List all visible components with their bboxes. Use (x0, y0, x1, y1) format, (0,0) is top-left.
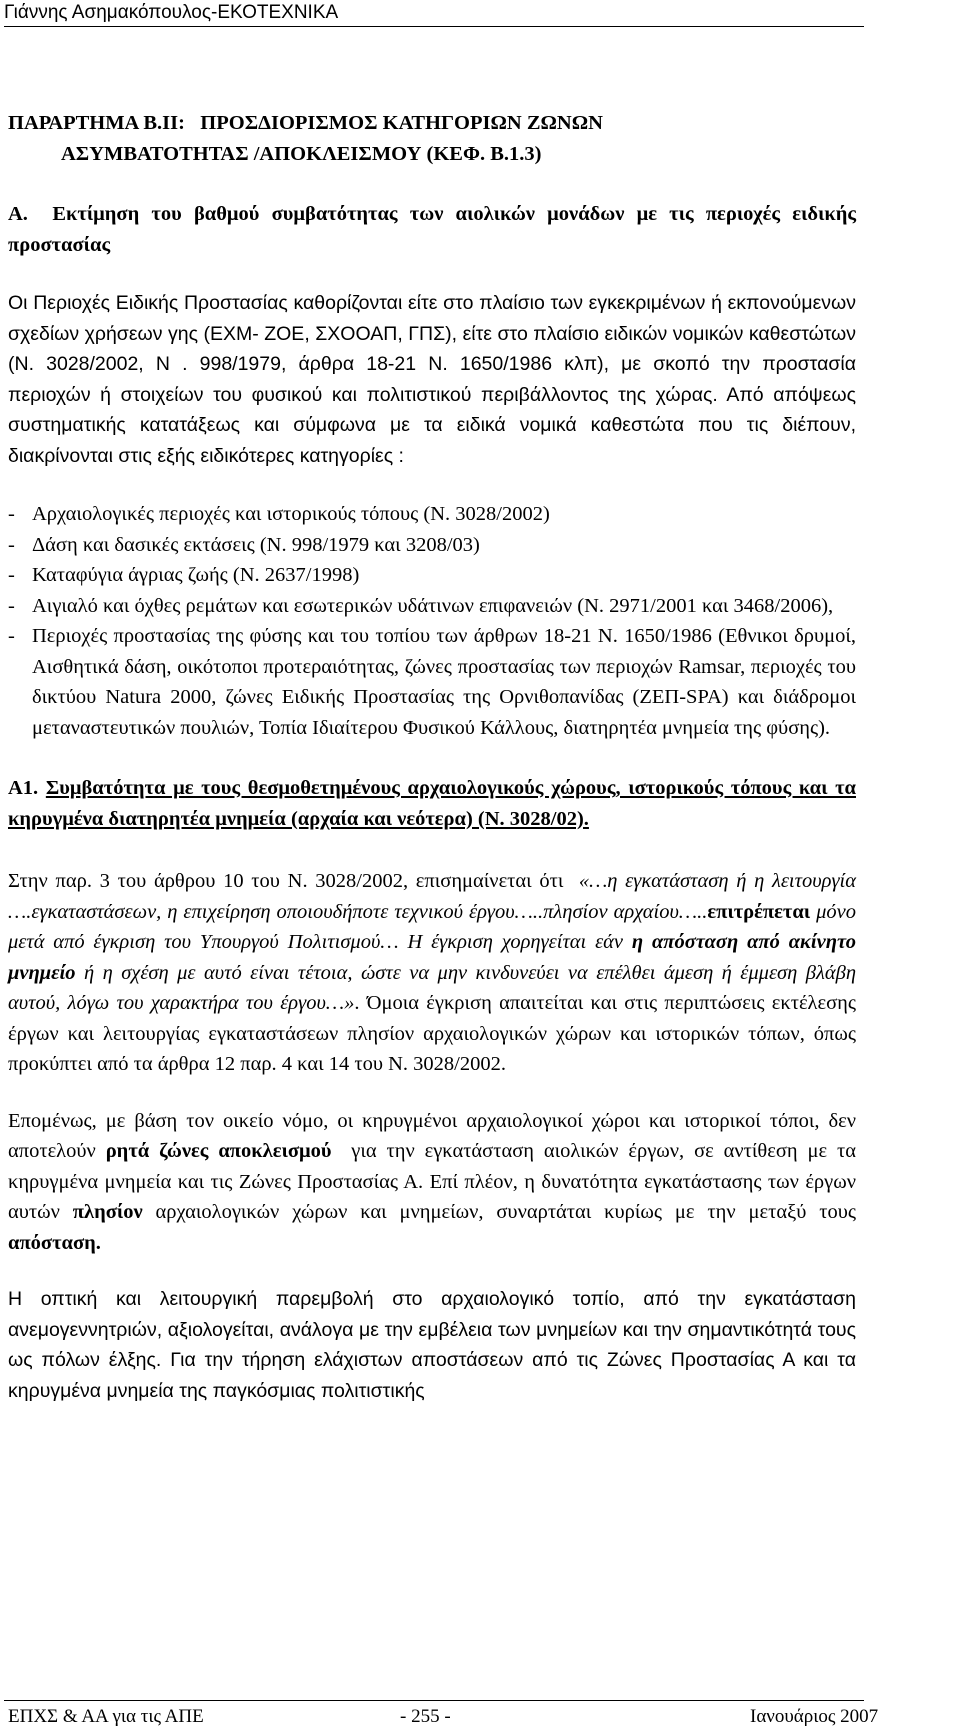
list-dash: - (8, 625, 15, 647)
header-rule (4, 26, 864, 27)
list-dash: - (8, 564, 15, 586)
section-a1-label: Α1. (8, 777, 39, 799)
law-quote-2: μόνο μετά από έγκριση του Υπουργού Πολιτισμού… Η έγκριση χορηγείται εάν (8, 900, 857, 953)
visual-impact-paragraph: Η οπτική και λειτουργική παρεμβολή στο αρχαιολογικό τοπίο, από την εγκατάσταση ανεμογεννητριών, αξιολογείται, ανάλογα με την εμβέλεια των μνημείων και την σημαντικότητά τους ως πόλων έλξης. Για την τήρηση ελάχιστων αποστάσεων από τις Ζώνες Προστασίας Α και τα κηρυγμένα μνημεία της παγκόσμιας πολιτιστικής (8, 1288, 856, 1402)
section-a-heading: Α. Εκτίμηση του βαθμού συμβατότητας των αιολικών μονάδων με τις περιοχές ειδικής προστασίας (8, 203, 862, 256)
appendix-title-line-1: ΠΑΡΑΡΤΗΜΑ Β.ΙΙ: ΠΡΟΣΔΙΟΡΙΣΜΟΣ ΚΑΤΗΓΟΡΙΩΝ ΖΩΝΩΝ (8, 112, 603, 134)
law-text-1: Στην παρ. 3 του άρθρου 10 του Ν. 3028/2002, επισημαίνεται ότι (8, 870, 579, 892)
footer-rule (4, 1700, 864, 1701)
intro-paragraph-part-1: Οι Περιοχές Ειδικής Προστασίας καθορίζονται είτε στο πλαίσιο των εγκεκριμένων ή εκπονούμενων σχεδίων χρήσεων γης (ΕΧΜ- ΖΟΕ, ΣΧΟΟΑΠ, ΓΠΣ), είτε στο πλαίσιο ειδικών νομικών καθεστώτων (Ν. 3028/2002, Ν . 998/1979, άρθρα 18-21 Ν. 1650/1986 κλπ), με σκοπό την προστασία περιοχών ή στοιχείων του φυσικού και πολιτιστικού περιβάλλοντος της χώρας. (8, 292, 856, 406)
law-quote-distance: η απόσταση από ακίνητο μνημείο (8, 931, 857, 984)
list-item (8, 621, 856, 743)
appendix-title-line-2: ΑΣΥΜΒΑΤΟΤΗΤΑΣ /ΑΠΟΚΛΕΙΣΜΟΥ (ΚΕΦ. Β.1.3) (61, 142, 542, 165)
consequence-bold-distance: απόσταση. (8, 1231, 101, 1254)
consequence-text-1: Επομένως, με βάση τον οικείο νόμο, οι κηρυγμένοι αρχαιολογικοί χώροι και ιστορικοί τόποι, δεν αποτελούν (8, 1109, 856, 1162)
law-quote-permitted: επιτρέπεται (707, 900, 811, 923)
intro-paragraph-part-2: Από απόψεως συστηματικής κατατάξεως και σύμφωνα με τα ειδικά νομικά καθεστώτα που τις διέπουν, διακρίνονται στις εξής ειδικότερες κατηγορίες : (8, 383, 857, 467)
list-item-text: Αρχαιολογικές περιοχές και ιστορικούς τόπους (Ν. 3028/2002) (32, 503, 550, 525)
intro-paragraph (8, 288, 856, 471)
footer-date: Ιανουάριος 2007 (750, 1706, 879, 1727)
section-a1-title: Συμβατότητα με τους θεσμοθετημένους αρχαιολογικούς χώρους, ιστορικούς τόπους και τα κηρυγμένα διατηρητέα μνημεία (αρχαία και νεότερα) (Ν. 3028/02). (8, 777, 856, 830)
list-dash: - (8, 594, 15, 617)
list-item-text: Δάση και δασικές εκτάσεις (Ν. 998/1979 και 3208/03) (32, 533, 480, 556)
appendix-title (8, 108, 856, 169)
document-body (8, 108, 862, 1406)
law-paragraph (8, 866, 856, 1080)
footer-organization: ΕΠΧΣ & ΑΑ για τις ΑΠΕ (8, 1706, 204, 1727)
list-item (8, 560, 856, 591)
list-item-text: Περιοχές προστασίας της φύσης και του τοπίου των άρθρων 18-21 Ν. 1650/1986 (Εθνικοι δρυμοί, Αισθητικά δάση, οικότοποι προτεραιότητας, ζώνες προστασίας των περιοχών Ramsar, περιοχές του δικτύου Natura 2000, ζώνες Ειδικής Προστασίας της Ορνιθοπανίδας (ΖΕΠ-SPA) και διάδρομοι μεταναστευτικών πουλιών, Τοπία Ιδιαίτερου Φυσικού Κάλλους, διατηρητέα μνημεία της φύσης). (32, 625, 856, 739)
list-item (8, 499, 856, 530)
consequence-bold-exclusion: ρητά ζώνες αποκλεισμού (105, 1140, 332, 1162)
running-header: Γιάννης Ασημακόπουλος-ΕΚΟΤΕΧΝΙΚΑ (4, 2, 339, 23)
consequence-bold-near: πλησίον (72, 1201, 143, 1223)
law-quote-3: ή η σχέση με αυτό είναι τέτοια, ώστε να μην κινδυνεύει να επέλθει άμεση ή έμμεση βλάβη αυτού, λόγω του χαρακτήρα του έργου…» (8, 961, 856, 1014)
law-quote-1: «…η εγκατάσταση ή η λειτουργία ….εγκαταστάσεων, η επιχείρηση οποιουδήποτε τεχνικού έργου…..πλησίον αρχαίου….. (8, 870, 856, 923)
list-dash: - (8, 533, 15, 556)
law-text-2: . Όμοια έγκριση απαιτείται και στις περιπτώσεις εκτέλεσης έργων και λειτουργίας εγκαταστάσεων πλησίον αρχαιολογικών χώρων και ιστορικών τόπων, όπως προκύπτει από τα άρθρα 12 παρ. 4 και 14 του Ν. 3028/2002. (8, 992, 856, 1075)
list-dash: - (8, 503, 15, 525)
consequence-text-3: αρχαιολογικών χώρων και μνημείων, συναρτάται κυρίως με την μεταξύ τους (142, 1201, 856, 1223)
consequence-paragraph (8, 1106, 862, 1259)
list-item (8, 530, 856, 561)
list-item-text: Καταφύγια άγριας ζωής (Ν. 2637/1998) (32, 564, 360, 586)
footer-page-number: - 255 - (400, 1706, 451, 1727)
list-item-text: Αιγιαλό και όχθες ρεμάτων και εσωτερικών υδάτινων επιφανειών (Ν. 2971/2001 και 3468/2006), (32, 594, 834, 617)
section-a1-heading (8, 773, 856, 834)
consequence-text-2: για την εγκατάσταση αιολικών έργων, σε αντίθεση με τα κηρυγμένα μνημεία και τις Ζώνες Προστασίας Α. Επί πλέον, η δυνατότητα εγκατάστασης των έργων αυτών (8, 1140, 862, 1223)
list-item (8, 591, 856, 622)
category-list (8, 499, 856, 743)
